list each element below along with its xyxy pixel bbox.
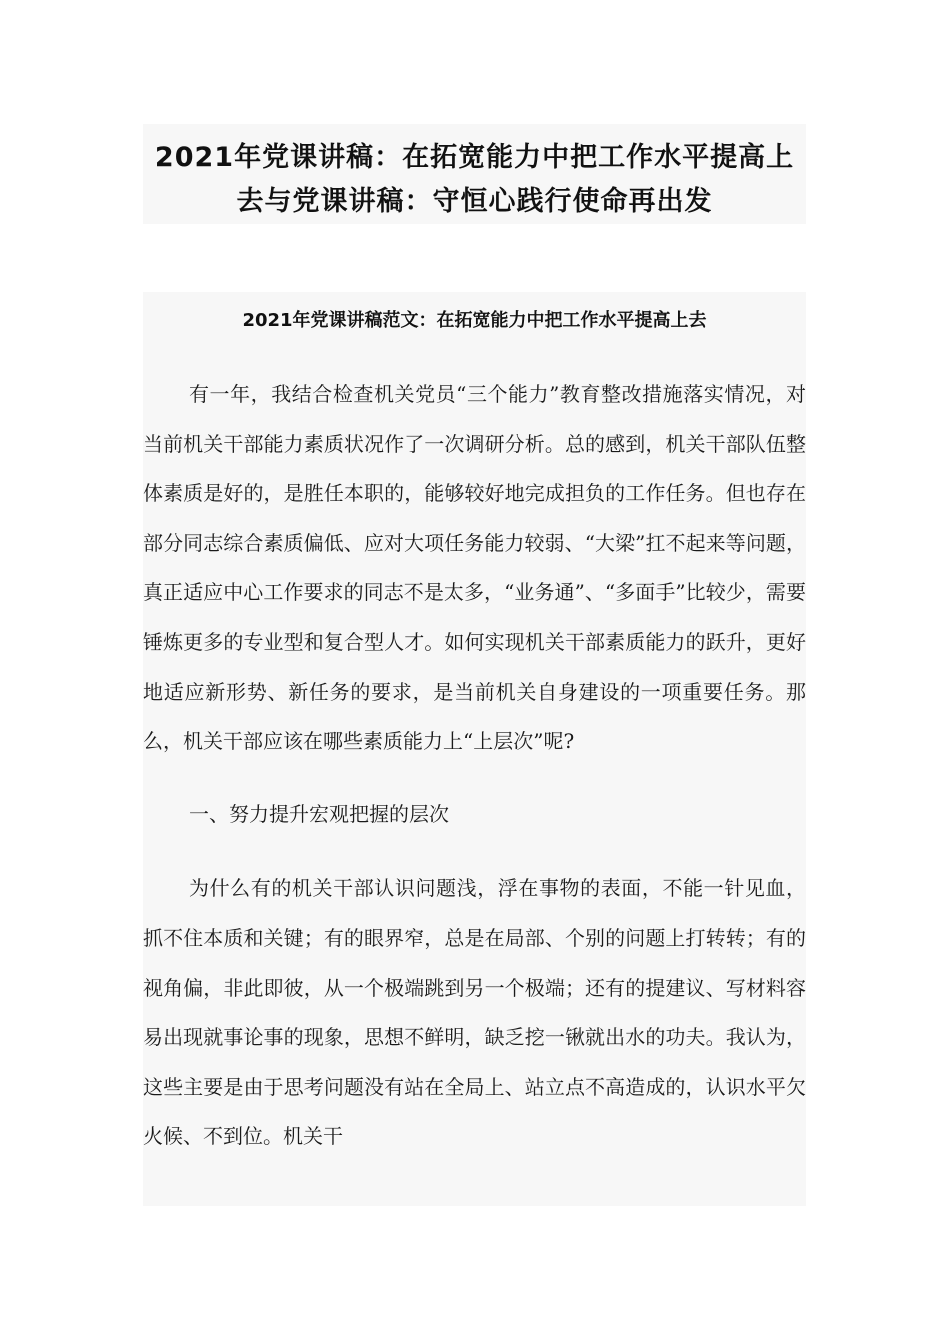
title-block xyxy=(143,124,806,224)
main-title xyxy=(143,124,806,224)
main-title-line2: 去与党课讲稿：守恒心践行使命再出发 xyxy=(236,186,713,217)
article-body xyxy=(143,292,806,1206)
article-subtitle: 2021年党课讲稿范文：在拓宽能力中把工作水平提高上去 xyxy=(242,310,707,331)
main-title-line1: 2021年党课讲稿：在拓宽能力中把工作水平提高上 xyxy=(154,142,795,173)
paragraph-section-1: 为什么有的机关干部认识问题浅，浮在事物的表面，不能一针见血，抓不住本质和关键；有的眼界窄，总是在局部、个别的问题上打转转；有的视角偏，非此即彼，从一个极端跳到另一个极端；还有的提建议、写材料容易出现就事论事的现象，思想不鲜明，缺乏挖一锹就出水的功夫。我认为，这些主要是由于思考问题没有站在全局上、站立点不高造成的，认识水平欠火候、不到位。机关干 xyxy=(143,876,806,1149)
section-heading-1: 一、努力提升宏观把握的层次 xyxy=(189,801,449,826)
paragraph-intro: 有一年，我结合检查机关党员“三个能力”教育整改措施落实情况，对当前机关干部能力素质状况作了一次调研分析。总的感到，机关干部队伍整体素质是好的，是胜任本职的，能够较好地完成担负的工作任务。但也存在部分同志综合素质偏低、应对大项任务能力较弱、“大梁”扛不起来等问题，真正适应中心工作要求的同志不是太多，“业务通”、“多面手”比较少，需要锤炼更多的专业型和复合型人才。如何实现机关干部素质能力的跃升，更好地适应新形势、新任务的要求，是当前机关自身建设的一项重要任务。那么，机关干部应该在哪些素质能力上“上层次”呢? xyxy=(143,382,806,754)
